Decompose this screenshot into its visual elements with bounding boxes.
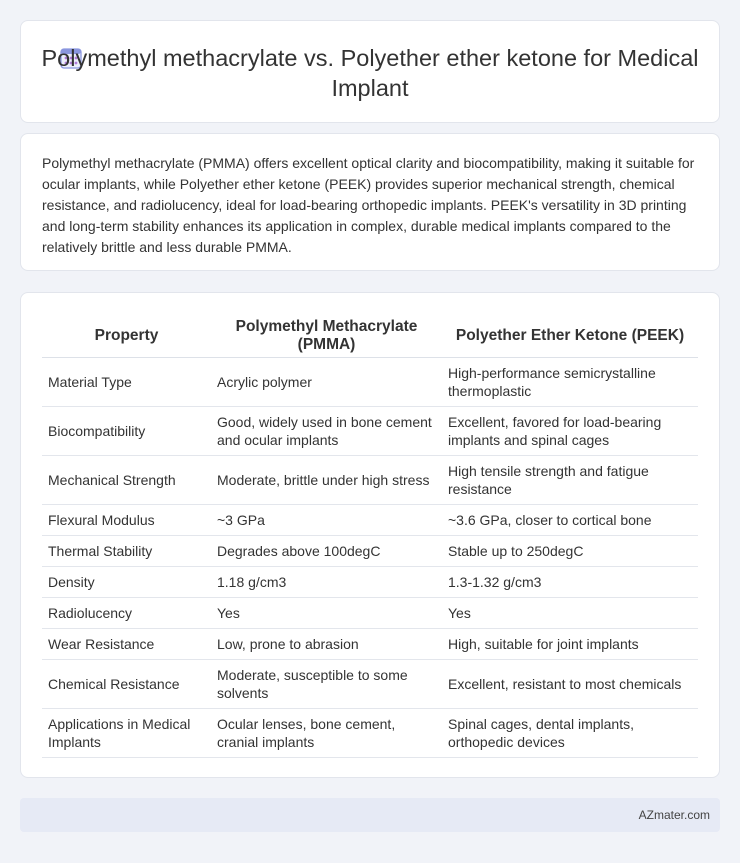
- pmma-cell: Moderate, susceptible to some solvents: [211, 660, 442, 709]
- table-row: [42, 358, 698, 407]
- property-cell: Thermal Stability: [42, 536, 211, 567]
- header-peek: Polyether Ether Ketone (PEEK): [442, 315, 698, 358]
- pmma-cell: 1.18 g/cm3: [211, 567, 442, 598]
- peek-cell: 1.3-1.32 g/cm3: [442, 567, 698, 598]
- header-property: Property: [42, 315, 211, 358]
- summary-text: Polymethyl methacrylate (PMMA) offers excellent optical clarity and biocompatibility, making it suitable for ocular implants, while Polyether ether ketone (PEEK) provides superior mechanical strength, chemical resistance, and radiolucency, ideal for load-bearing orthopedic implants. PEEK's versatility in 3D printing and long-term stability enhances its application in complex, durable medical implants compared to the relatively brittle and less durable PMMA.: [42, 155, 695, 255]
- property-cell: Density: [42, 567, 211, 598]
- title-card: [20, 20, 720, 123]
- pmma-cell: Moderate, brittle under high stress: [211, 456, 442, 505]
- property-cell: Flexural Modulus: [42, 505, 211, 536]
- pmma-cell: Low, prone to abrasion: [211, 629, 442, 660]
- table-row: [42, 407, 698, 456]
- peek-cell: Spinal cages, dental implants, orthopedic devices: [442, 709, 698, 758]
- property-cell: Wear Resistance: [42, 629, 211, 660]
- table-row: [42, 709, 698, 758]
- property-cell: Material Type: [42, 358, 211, 407]
- pmma-cell: Yes: [211, 598, 442, 629]
- peek-cell: High-performance semicrystalline thermoplastic: [442, 358, 698, 407]
- pmma-cell: Degrades above 100degC: [211, 536, 442, 567]
- footer-bar: [20, 798, 720, 832]
- table-row: [42, 660, 698, 709]
- peek-cell: Excellent, resistant to most chemicals: [442, 660, 698, 709]
- table-row: [42, 456, 698, 505]
- peek-cell: Yes: [442, 598, 698, 629]
- page-title: Polymethyl methacrylate vs. Polyether ether ketone for Medical Implant: [41, 45, 699, 101]
- table-row: [42, 629, 698, 660]
- pmma-cell: Acrylic polymer: [211, 358, 442, 407]
- footer-brand: AZmater.com: [638, 808, 710, 822]
- peek-cell: Excellent, favored for load-bearing implants and spinal cages: [442, 407, 698, 456]
- property-cell: Radiolucency: [42, 598, 211, 629]
- peek-cell: ~3.6 GPa, closer to cortical bone: [442, 505, 698, 536]
- property-cell: Biocompatibility: [42, 407, 211, 456]
- summary-card: [20, 133, 720, 271]
- table-row: [42, 536, 698, 567]
- property-cell: Applications in Medical Implants: [42, 709, 211, 758]
- table-header-row: [42, 315, 698, 358]
- peek-cell: Stable up to 250degC: [442, 536, 698, 567]
- table-row: [42, 598, 698, 629]
- peek-cell: High, suitable for joint implants: [442, 629, 698, 660]
- property-cell: Mechanical Strength: [42, 456, 211, 505]
- header-pmma: Polymethyl Methacrylate (PMMA): [211, 315, 442, 358]
- pmma-cell: Ocular lenses, bone cement, cranial implants: [211, 709, 442, 758]
- peek-cell: High tensile strength and fatigue resistance: [442, 456, 698, 505]
- pmma-cell: ~3 GPa: [211, 505, 442, 536]
- comparison-table: [42, 315, 698, 758]
- table-row: [42, 567, 698, 598]
- pmma-cell: Good, widely used in bone cement and ocular implants: [211, 407, 442, 456]
- property-cell: Chemical Resistance: [42, 660, 211, 709]
- table-row: [42, 505, 698, 536]
- comparison-table-card: [20, 292, 720, 778]
